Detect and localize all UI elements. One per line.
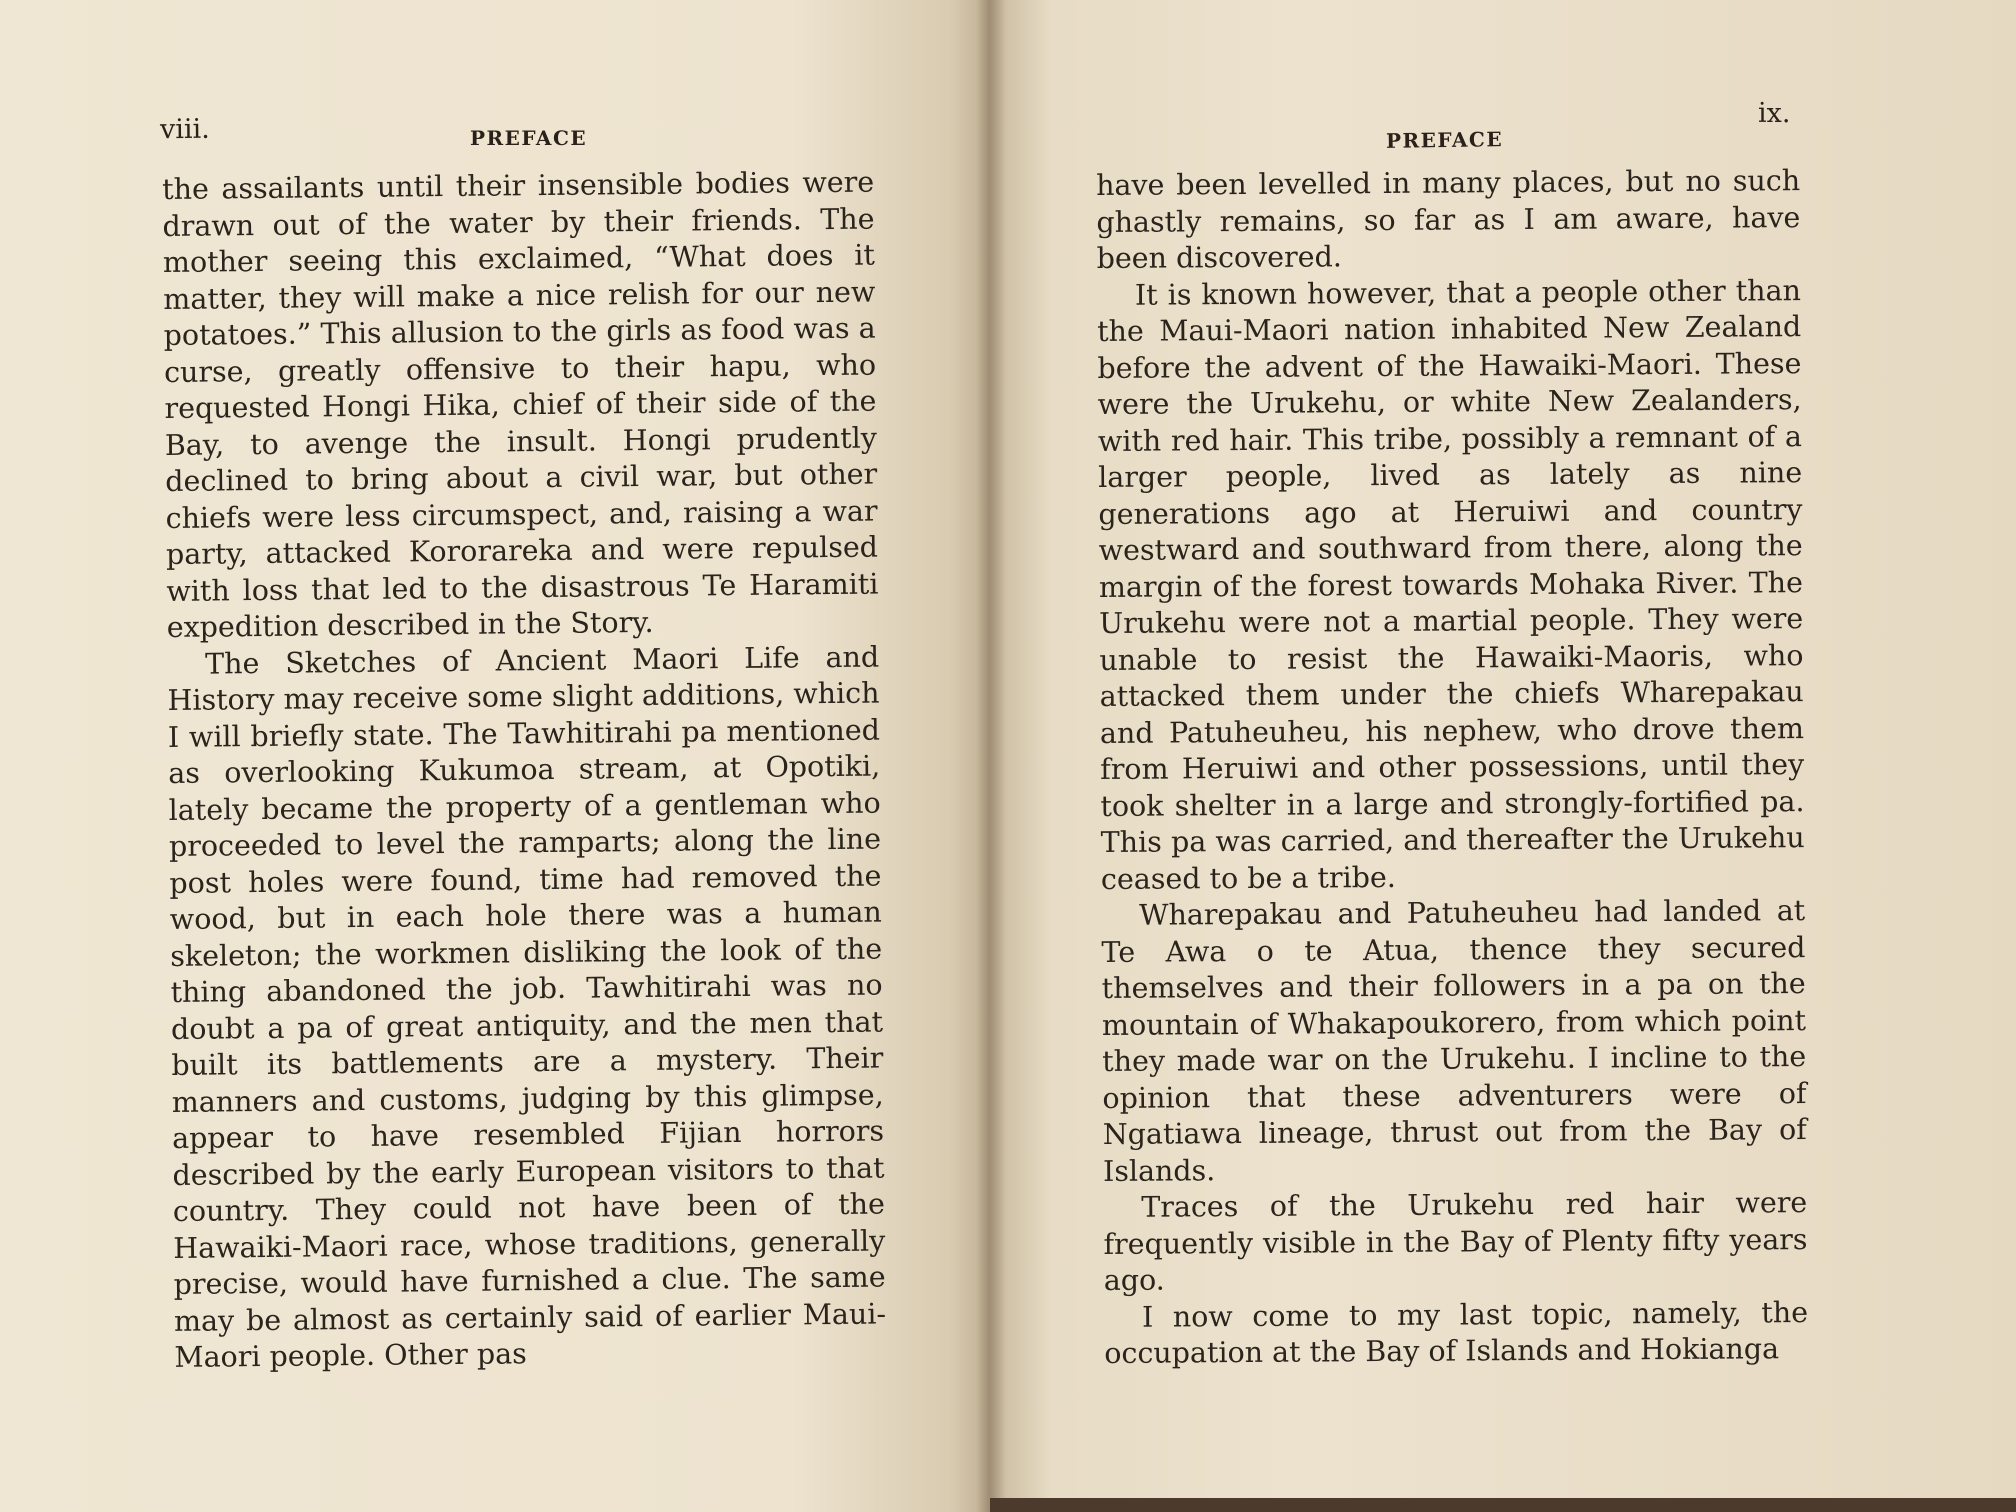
- book-cover-edge: [990, 1498, 2016, 1512]
- paragraph: Wharepakau and Patuheuheu had landed at Te Awa o te Atua, thence they secured themselves and their followers in a pa on the mountain of Whakapoukorero, from which point they made war on the Urukehu. I incline to the opinion that these adventurers were of Ngatiawa lineage, thrust out from the Bay of Islands.: [1101, 894, 1807, 1188]
- left-page-body: [162, 165, 887, 1377]
- left-page: [0, 0, 990, 1512]
- paragraph: Traces of the Urukehu red hair were frequently visible in the Bay of Plenty fifty years ago.: [1103, 1186, 1808, 1297]
- paragraph: have been levelled in many places, but no such ghastly remains, so far as I am aware, have been discovered.: [1096, 164, 1801, 275]
- paragraph: The Sketches of Ancient Maori Life and History may receive some slight additions, which I will briefly state. The Tawhitirahi pa mentioned as overlooking Kukumoa stream, at Opotiki, lately became the property of a gentleman who proceeded to level the ramparts; along the line post holes were found, time had removed the wood, but in each hole there was a human skeleton; the workmen disliking the look of the thing abandoned the job. Tawhitirahi was no doubt a pa of great antiquity, and the men that built its battlements are a mystery. Their manners and customs, judging by this glimpse, appear to have resembled Fijian horrors described by the early European visitors to that country. They could not have been of the Hawaiki-Maori race, whose traditions, generally precise, would have furnished a clue. The same may be almost as certainly said of earlier Maui-Maori people. Other pas: [167, 640, 887, 1374]
- page-number-right: ix.: [1758, 98, 1791, 129]
- paragraph: the assailants until their insensible bodies were drawn out of the water by their friends. The mother seeing this exclaimed, “What does it matter, they will make a nice relish for our new potatoes.” This allusion to the girls as food was a curse, greatly offensive to their hapu, who requested Hongi Hika, chief of their side of the Bay, to avenge the insult. Hongi prudently declined to bring about a civil war, but other chiefs were less circumspect, and, raising a war party, attacked Kororareka and were repulsed with loss that led to the disastrous Te Haramiti expedition described in the Story.: [162, 165, 879, 644]
- paragraph: It is known however, that a people other than the Maui-Maori nation inhabited New Zealand before the advent of the Hawaiki-Maori. These were the Urukehu, or white New Zealanders, with red hair. This tribe, possibly a remnant of a larger people, lived as lately as nine generations ago at Heruiwi and country westward and southward from there, along the margin of the forest towards Mohaka River. The Urukehu were not a martial people. They were unable to resist the Hawaiki-Maoris, who attacked them under the chiefs Wharepakau and Patuheuheu, his nephew, who drove them from Heruiwi and other possessions, until they took shelter in a large and strongly-fortified pa. This pa was carried, and thereafter the Urukehu ceased to be a tribe.: [1097, 273, 1805, 896]
- right-page-body: [1096, 163, 1808, 1372]
- page-number-left: viii.: [159, 113, 210, 146]
- paragraph: I now come to my last topic, namely, the occupation at the Bay of Islands and Hokianga: [1104, 1295, 1809, 1370]
- running-head-right: PREFACE: [1385, 127, 1504, 153]
- running-head-left: PREFACE: [470, 126, 588, 150]
- book-gutter: [976, 0, 1006, 1512]
